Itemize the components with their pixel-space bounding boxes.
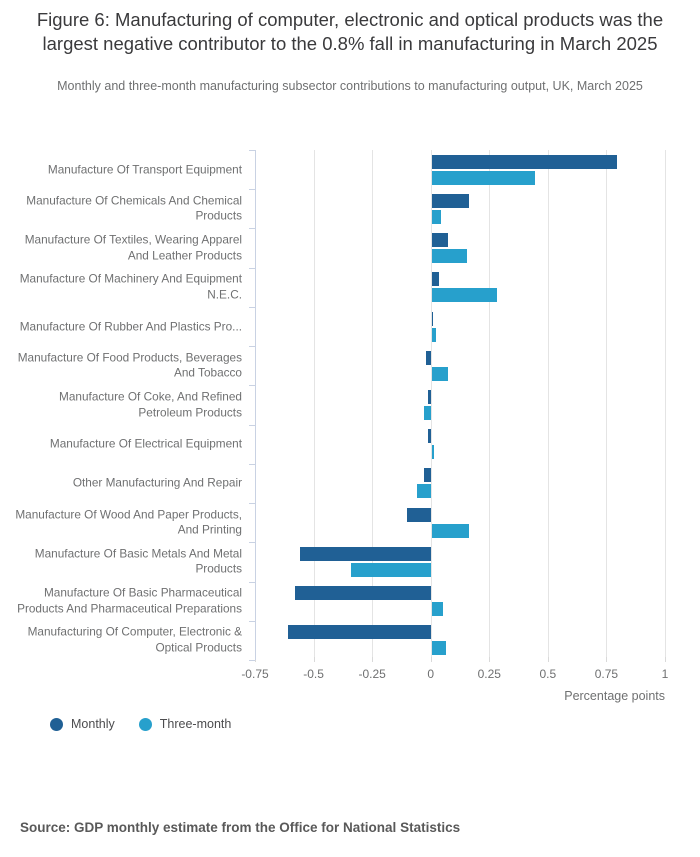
gridline xyxy=(431,150,432,658)
y-axis-tick xyxy=(249,228,255,229)
legend-item-three-month[interactable] xyxy=(139,717,232,731)
y-axis-tick xyxy=(249,150,255,151)
bar-three-month[interactable] xyxy=(351,563,431,577)
category-label: Manufacture Of Basic Pharmaceutical Products And Pharmaceutical Preparations xyxy=(17,585,242,616)
y-axis-spine xyxy=(255,150,256,660)
bar-monthly[interactable] xyxy=(295,586,431,600)
bar-monthly[interactable] xyxy=(428,429,430,443)
three-month-series-dot-icon xyxy=(139,718,152,731)
category-label: Manufacture Of Basic Metals And Metal Products xyxy=(34,546,242,576)
bar-monthly[interactable] xyxy=(432,233,448,247)
monthly-series-dot-icon xyxy=(50,718,63,731)
category-label: Manufacture Of Food Products, Beverages And Tobacco xyxy=(17,350,242,380)
legend-label-monthly: Monthly xyxy=(71,717,115,731)
figure-subtitle: Monthly and three-month manufacturing subsector contributions to manufacturing output, UK, March 2025 xyxy=(57,79,643,93)
gridline xyxy=(665,150,666,658)
legend-label-three-month: Three-month xyxy=(159,717,232,731)
category-label: Manufacture Of Transport Equipment xyxy=(47,161,242,176)
x-tick-label: 0.5 xyxy=(539,667,557,681)
category-label: Manufacture Of Textiles, Wearing Apparel And Leather Products xyxy=(24,232,242,263)
x-axis-tick xyxy=(314,657,315,662)
x-tick-label: 1 xyxy=(661,667,669,681)
gridline xyxy=(489,150,490,658)
x-tick-label: 0 xyxy=(427,667,435,681)
y-axis-tick xyxy=(249,346,255,347)
y-axis-tick xyxy=(249,425,255,426)
bar-three-month[interactable] xyxy=(432,328,437,342)
x-axis-tick xyxy=(372,657,373,662)
bar-monthly[interactable] xyxy=(407,508,430,522)
bar-three-month[interactable] xyxy=(432,171,535,185)
bar-three-month[interactable] xyxy=(432,249,467,263)
gridline xyxy=(314,150,315,658)
category-label: Manufacture Of Chemicals And Chemical Products xyxy=(26,193,242,223)
y-axis-tick xyxy=(249,621,255,622)
figure-title: Figure 6: Manufacturing of computer, electronic and optical products was the largest negative contributor to the 0.8% fall in manufacturing in March 2025 xyxy=(36,9,664,54)
bar-three-month[interactable] xyxy=(432,524,469,538)
bar-three-month[interactable] xyxy=(424,406,431,420)
category-label: Other Manufacturing And Repair xyxy=(72,475,242,490)
y-axis-tick xyxy=(249,582,255,583)
category-label: Manufacture Of Wood And Paper Products, And Printing xyxy=(15,507,242,537)
bar-monthly[interactable] xyxy=(428,390,430,404)
bar-monthly[interactable] xyxy=(426,351,431,365)
gridline xyxy=(548,150,549,658)
y-axis-tick xyxy=(249,307,255,308)
bar-three-month[interactable] xyxy=(417,484,431,498)
y-axis-tick xyxy=(249,189,255,190)
x-axis-tick xyxy=(548,657,549,662)
bar-monthly[interactable] xyxy=(424,468,431,482)
y-axis-tick xyxy=(249,660,255,661)
y-axis-tick xyxy=(249,464,255,465)
x-tick-label: 0.75 xyxy=(594,667,619,681)
legend xyxy=(50,715,231,733)
y-axis-tick xyxy=(249,542,255,543)
x-axis-tick xyxy=(665,657,666,662)
bar-monthly[interactable] xyxy=(432,312,434,326)
category-label: Manufacture Of Machinery And Equipment N.E.C. xyxy=(19,271,242,302)
y-axis-tick xyxy=(249,268,255,269)
y-axis-tick xyxy=(249,503,255,504)
source-note: Source: GDP monthly estimate from the Office for National Statistics xyxy=(20,820,461,835)
x-axis-tick xyxy=(606,657,607,662)
legend-item-monthly[interactable] xyxy=(50,717,115,731)
bar-three-month[interactable] xyxy=(432,641,446,655)
x-axis-title: Percentage points xyxy=(564,689,665,703)
y-axis-tick xyxy=(249,385,255,386)
category-label: Manufacture Of Rubber And Plastics Pro... xyxy=(19,318,242,333)
x-axis-tick xyxy=(489,657,490,662)
bar-three-month[interactable] xyxy=(432,210,441,224)
category-label: Manufacture Of Coke, And Refined Petroleum Products xyxy=(59,389,242,419)
bar-three-month[interactable] xyxy=(432,288,498,302)
bar-three-month[interactable] xyxy=(432,602,444,616)
gridline xyxy=(372,150,373,658)
bar-monthly[interactable] xyxy=(432,155,617,169)
x-tick-label: -0.25 xyxy=(358,667,386,681)
bar-monthly[interactable] xyxy=(432,272,439,286)
bar-monthly[interactable] xyxy=(288,625,431,639)
bar-three-month[interactable] xyxy=(432,367,448,381)
gridline xyxy=(606,150,607,658)
x-axis-tick xyxy=(431,657,432,662)
category-label: Manufacturing Of Computer, Electronic & Optical Products xyxy=(27,624,242,655)
x-tick-label: -0.5 xyxy=(303,667,324,681)
category-label: Manufacture Of Electrical Equipment xyxy=(49,436,242,451)
bar-monthly[interactable] xyxy=(300,547,431,561)
x-tick-label: -0.75 xyxy=(241,667,269,681)
bar-monthly[interactable] xyxy=(432,194,469,208)
bar-three-month[interactable] xyxy=(432,445,434,459)
x-tick-label: 0.25 xyxy=(477,667,501,681)
